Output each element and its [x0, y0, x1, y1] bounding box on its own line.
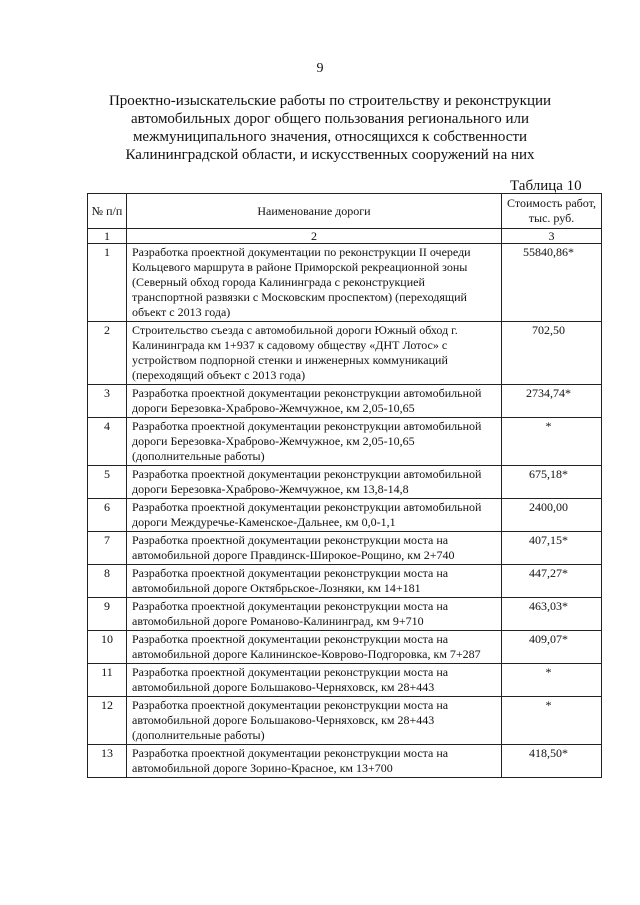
row-road-name: Разработка проектной документации реконструкции моста на автомобильной дороге Романово-Калининград, км 9+710	[127, 598, 502, 631]
roads-cost-table	[87, 193, 602, 778]
row-road-name: Строительство съезда с автомобильной дороги Южный обход г. Калининграда км 1+937 к садовому обществу «ДНТ Лотос» с устройством подпорной стенки и инженерных коммуникаций (переходящий объект с 2013 года)	[127, 322, 502, 385]
row-road-name: Разработка проектной документации реконструкции моста на автомобильной дороге Правдинск-Широкое-Рощино, км 2+740	[127, 532, 502, 565]
row-cost: *	[502, 664, 602, 697]
column-number: 2	[127, 229, 502, 244]
row-road-name: Разработка проектной документации реконструкции моста на автомобильной дороге Октябрьское-Лозняки, км 14+181	[127, 565, 502, 598]
row-num: 9	[88, 598, 127, 631]
row-num: 6	[88, 499, 127, 532]
column-number: 3	[502, 229, 602, 244]
row-cost: *	[502, 697, 602, 745]
row-road-name: Разработка проектной документации реконструкции моста на автомобильной дороге Калининское-Коврово-Подгоровка, км 7+287	[127, 631, 502, 664]
row-cost: *	[502, 418, 602, 466]
row-num: 3	[88, 385, 127, 418]
table-row	[88, 631, 602, 664]
row-num: 2	[88, 322, 127, 385]
table-label: Таблица 10	[510, 178, 582, 194]
header-num: № п/п	[88, 194, 127, 229]
row-num: 7	[88, 532, 127, 565]
table-row	[88, 418, 602, 466]
row-num: 10	[88, 631, 127, 664]
row-cost: 463,03*	[502, 598, 602, 631]
column-number-row	[88, 229, 602, 244]
table-row	[88, 598, 602, 631]
header-cost: Стоимость работ, тыс. руб.	[502, 194, 602, 229]
row-road-name: Разработка проектной документации реконструкции моста на автомобильной дороге Большаково-Черняховск, км 28+443 (дополнительные работы)	[127, 697, 502, 745]
row-road-name: Разработка проектной документации реконструкции автомобильной дороги Березовка-Храброво-Жемчужное, км 2,05-10,65	[127, 385, 502, 418]
row-cost: 702,50	[502, 322, 602, 385]
row-road-name: Разработка проектной документации реконструкции автомобильной дороги Березовка-Храброво-Жемчужное, км 2,05-10,65 (дополнительные работы)	[127, 418, 502, 466]
row-road-name: Разработка проектной документации реконструкции автомобильной дороги Березовка-Храброво-Жемчужное, км 13,8-14,8	[127, 466, 502, 499]
table-row	[88, 322, 602, 385]
document-title: Проектно-изыскательские работы по строительству и реконструкции автомобильных дорог общего пользования регионального или межмуниципального значения, относящихся к собственности Калининградской области, и искусственных сооружений на них	[108, 93, 552, 163]
row-road-name: Разработка проектной документации по реконструкции II очереди Кольцевого маршрута в районе Приморской рекреационной зоны (Северный обход города Калининграда с реконструкцией транспортной развязки с Московским проспектом) (переходящий объект с 2013 года)	[127, 244, 502, 322]
row-num: 5	[88, 466, 127, 499]
row-cost: 409,07*	[502, 631, 602, 664]
row-num: 8	[88, 565, 127, 598]
table-row	[88, 565, 602, 598]
row-num: 4	[88, 418, 127, 466]
table-row	[88, 664, 602, 697]
row-cost: 407,15*	[502, 532, 602, 565]
row-cost: 675,18*	[502, 466, 602, 499]
row-cost: 55840,86*	[502, 244, 602, 322]
row-cost: 418,50*	[502, 745, 602, 778]
table-row	[88, 697, 602, 745]
table-row	[88, 244, 602, 322]
column-number: 1	[88, 229, 127, 244]
page-number: 9	[316, 61, 324, 76]
row-road-name: Разработка проектной документации реконструкции моста на автомобильной дороге Зорино-Красное, км 13+700	[127, 745, 502, 778]
table-row	[88, 499, 602, 532]
table-row	[88, 532, 602, 565]
header-road-name: Наименование дороги	[127, 194, 502, 229]
row-cost: 447,27*	[502, 565, 602, 598]
table-row	[88, 466, 602, 499]
table-header-row	[88, 194, 602, 229]
row-num: 13	[88, 745, 127, 778]
row-num: 11	[88, 664, 127, 697]
row-cost: 2734,74*	[502, 385, 602, 418]
row-road-name: Разработка проектной документации реконструкции автомобильной дороги Междуречье-Каменское-Дальнее, км 0,0-1,1	[127, 499, 502, 532]
table-row	[88, 745, 602, 778]
row-cost: 2400,00	[502, 499, 602, 532]
table-row	[88, 385, 602, 418]
row-num: 1	[88, 244, 127, 322]
row-num: 12	[88, 697, 127, 745]
row-road-name: Разработка проектной документации реконструкции моста на автомобильной дороге Большаково-Черняховск, км 28+443	[127, 664, 502, 697]
